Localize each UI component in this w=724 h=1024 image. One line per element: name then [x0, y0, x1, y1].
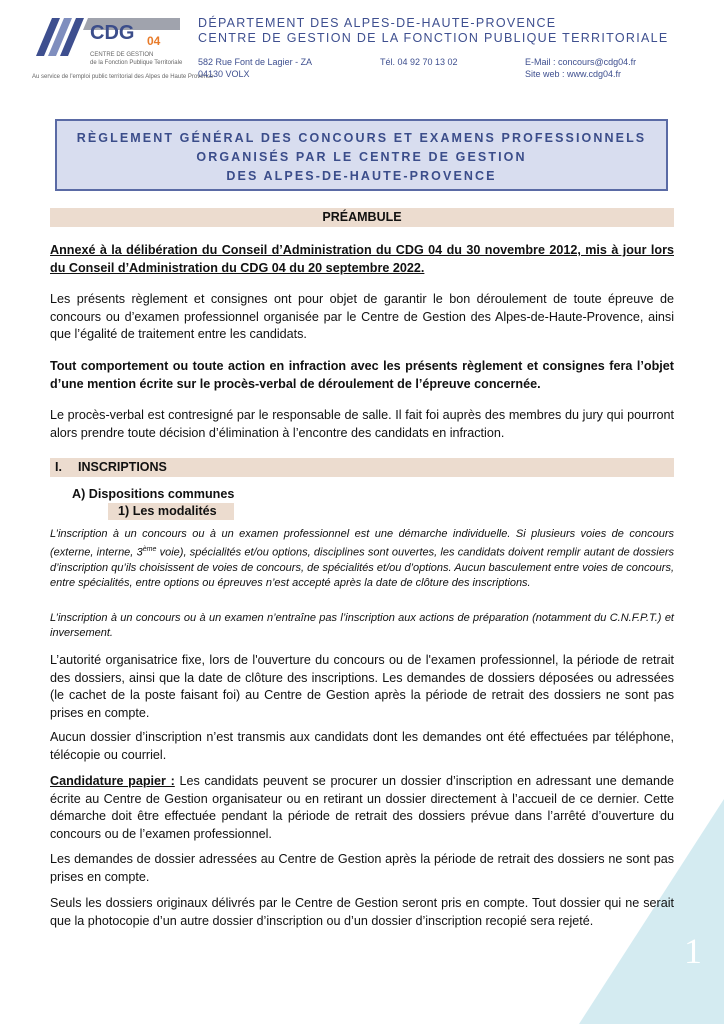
- section-inscriptions-band: [50, 458, 674, 477]
- header-department: DÉPARTEMENT DES ALPES-DE-HAUTE-PROVENCE: [198, 16, 557, 30]
- candidature-papier-text: Les candidats peuvent se procurer un dossier d’inscription en adressant une demande écrite au Centre de Gestion organisateur ou en retirant un dossier directement à l’accueil de ce dernier. Cette démarche doit être effectuée pendant la période de retrait des dossiers prévue dans l’arrêté d’ouverture du concours ou de l’examen professionnel.: [50, 774, 674, 841]
- italic-paragraph-2: L’inscription à un concours ou à un examen n’entraîne pas l’inscription aux actions de préparation (notamment du C.N.F.P.T.) et inversement.: [50, 612, 674, 640]
- header-centre: CENTRE DE GESTION DE LA FONCTION PUBLIQUE TERRITORIALE: [198, 31, 669, 45]
- inscriptions-paragraph-2: Aucun dossier d’inscription n’est transmis aux candidats dont les demandes ont été effectuées par téléphone, télécopie ou courriel.: [50, 730, 674, 762]
- italic-text-a: L’inscription à un concours ou à un examen professionnel est une démarche individuelle. Si plusieurs voies de concours (externe, interne, 3: [50, 528, 674, 559]
- preambule-paragraph-1: Les présents règlement et consignes ont pour objet de garantir le bon déroulement de toute épreuve de concours ou d’examen professionnel organisée par le Centre de Gestion des Alpes-de-Haute-Provence, ainsi que l’égalité de traitement entre les candidats.: [50, 292, 674, 341]
- inscriptions-paragraph-5: Seuls les dossiers originaux délivrés par le Centre de Gestion seront pris en compte. Tout dossier qui ne serait que la photocopie d’un autre dossier d’inscription ou d’un dossier d’inscription recopié sera rejeté.: [50, 896, 674, 928]
- candidature-papier-label: Candidature papier :: [50, 774, 175, 788]
- annex-statement: Annexé à la délibération du Conseil d’Administration du CDG 04 du 30 novembre 2012, mis à jour lors du Conseil d’Administration du CDG 04 du 20 septembre 2022.: [50, 243, 674, 275]
- inscriptions-paragraph-3: [50, 773, 674, 843]
- italic-paragraph-1: [50, 527, 674, 591]
- subsection-1: 1) Les modalités: [118, 504, 217, 518]
- section-heading: INSCRIPTIONS: [78, 460, 167, 474]
- title-line1: RÈGLEMENT GÉNÉRAL DES CONCOURS ET EXAMENS PROFESSIONNELS: [76, 131, 647, 145]
- preambule-paragraph-3: Le procès-verbal est contresigné par le responsable de salle. Il fait foi auprès des membres du jury qui pourront alors prendre toute décision d’élimination à l’encontre des candidats en infraction.: [50, 408, 674, 440]
- document-title-box: [55, 119, 668, 191]
- preambule-paragraph-2: Tout comportement ou toute action en infraction avec les présents règlement et consignes fera l’objet d’une mention écrite sur le procès-verbal de déroulement de l’épreuve concernée.: [50, 359, 674, 391]
- logo-sub-line2: de la Fonction Publique Territoriale: [90, 60, 183, 66]
- subsection-a: A) Dispositions communes: [72, 487, 235, 501]
- address-line1: 582 Rue Font de Lagier - ZA: [198, 57, 313, 67]
- title-line3: DES ALPES-DE-HAUTE-PROVENCE: [226, 169, 497, 183]
- logo-number: 04: [147, 34, 161, 48]
- inscriptions-paragraph-1: L’autorité organisatrice fixe, lors de l'ouverture du concours ou de l'examen professionnel, la période de retrait des dossiers, ainsi que la date de clôture des inscriptions. Les demandes de dossiers déposées ou adressées (le cachet de la poste faisant foi) au Centre de Gestion après la période de retrait des dossiers ne sont pas prises en compte.: [50, 653, 674, 720]
- italic-text-b: voie), spécialités et/ou options, disciplines sont ouvertes, les candidats doivent remplir autant de dossiers d’inscription qu’ils choisissent de voies de concours, de spécialités et/ou d’options. Aucun basculement entre voies de concours, entre spécialités, entre options ou épreuves n’est accepté après la date de clôture des inscriptions.: [50, 546, 674, 590]
- phone: Tél. 04 92 70 13 02: [380, 57, 458, 67]
- address-line2: 04130 VOLX: [198, 69, 250, 79]
- preambule-band: [50, 208, 674, 227]
- title-line2: ORGANISÉS PAR LE CENTRE DE GESTION: [196, 150, 527, 164]
- inscriptions-paragraph-4: Les demandes de dossier adressées au Centre de Gestion après la période de retrait des dossiers ne sont pas prises en compte.: [50, 852, 674, 884]
- page-number: 1: [684, 931, 702, 971]
- logo-subtitle: [90, 51, 182, 67]
- logo-caption: Au service de l'emploi public territorial des Alpes de Haute Provence: [32, 74, 214, 80]
- modalites-band: [108, 503, 234, 520]
- logo-name: CDG: [90, 22, 135, 44]
- superscript-eme: ème: [142, 546, 157, 554]
- section-number: I.: [55, 460, 62, 474]
- website-link[interactable]: Site web : www.cdg04.fr: [525, 69, 622, 79]
- logo-sub-line1: CENTRE DE GESTION: [90, 52, 154, 58]
- preambule-heading: PRÉAMBULE: [322, 210, 402, 224]
- email-link[interactable]: E-Mail : concours@cdg04.fr: [525, 57, 637, 67]
